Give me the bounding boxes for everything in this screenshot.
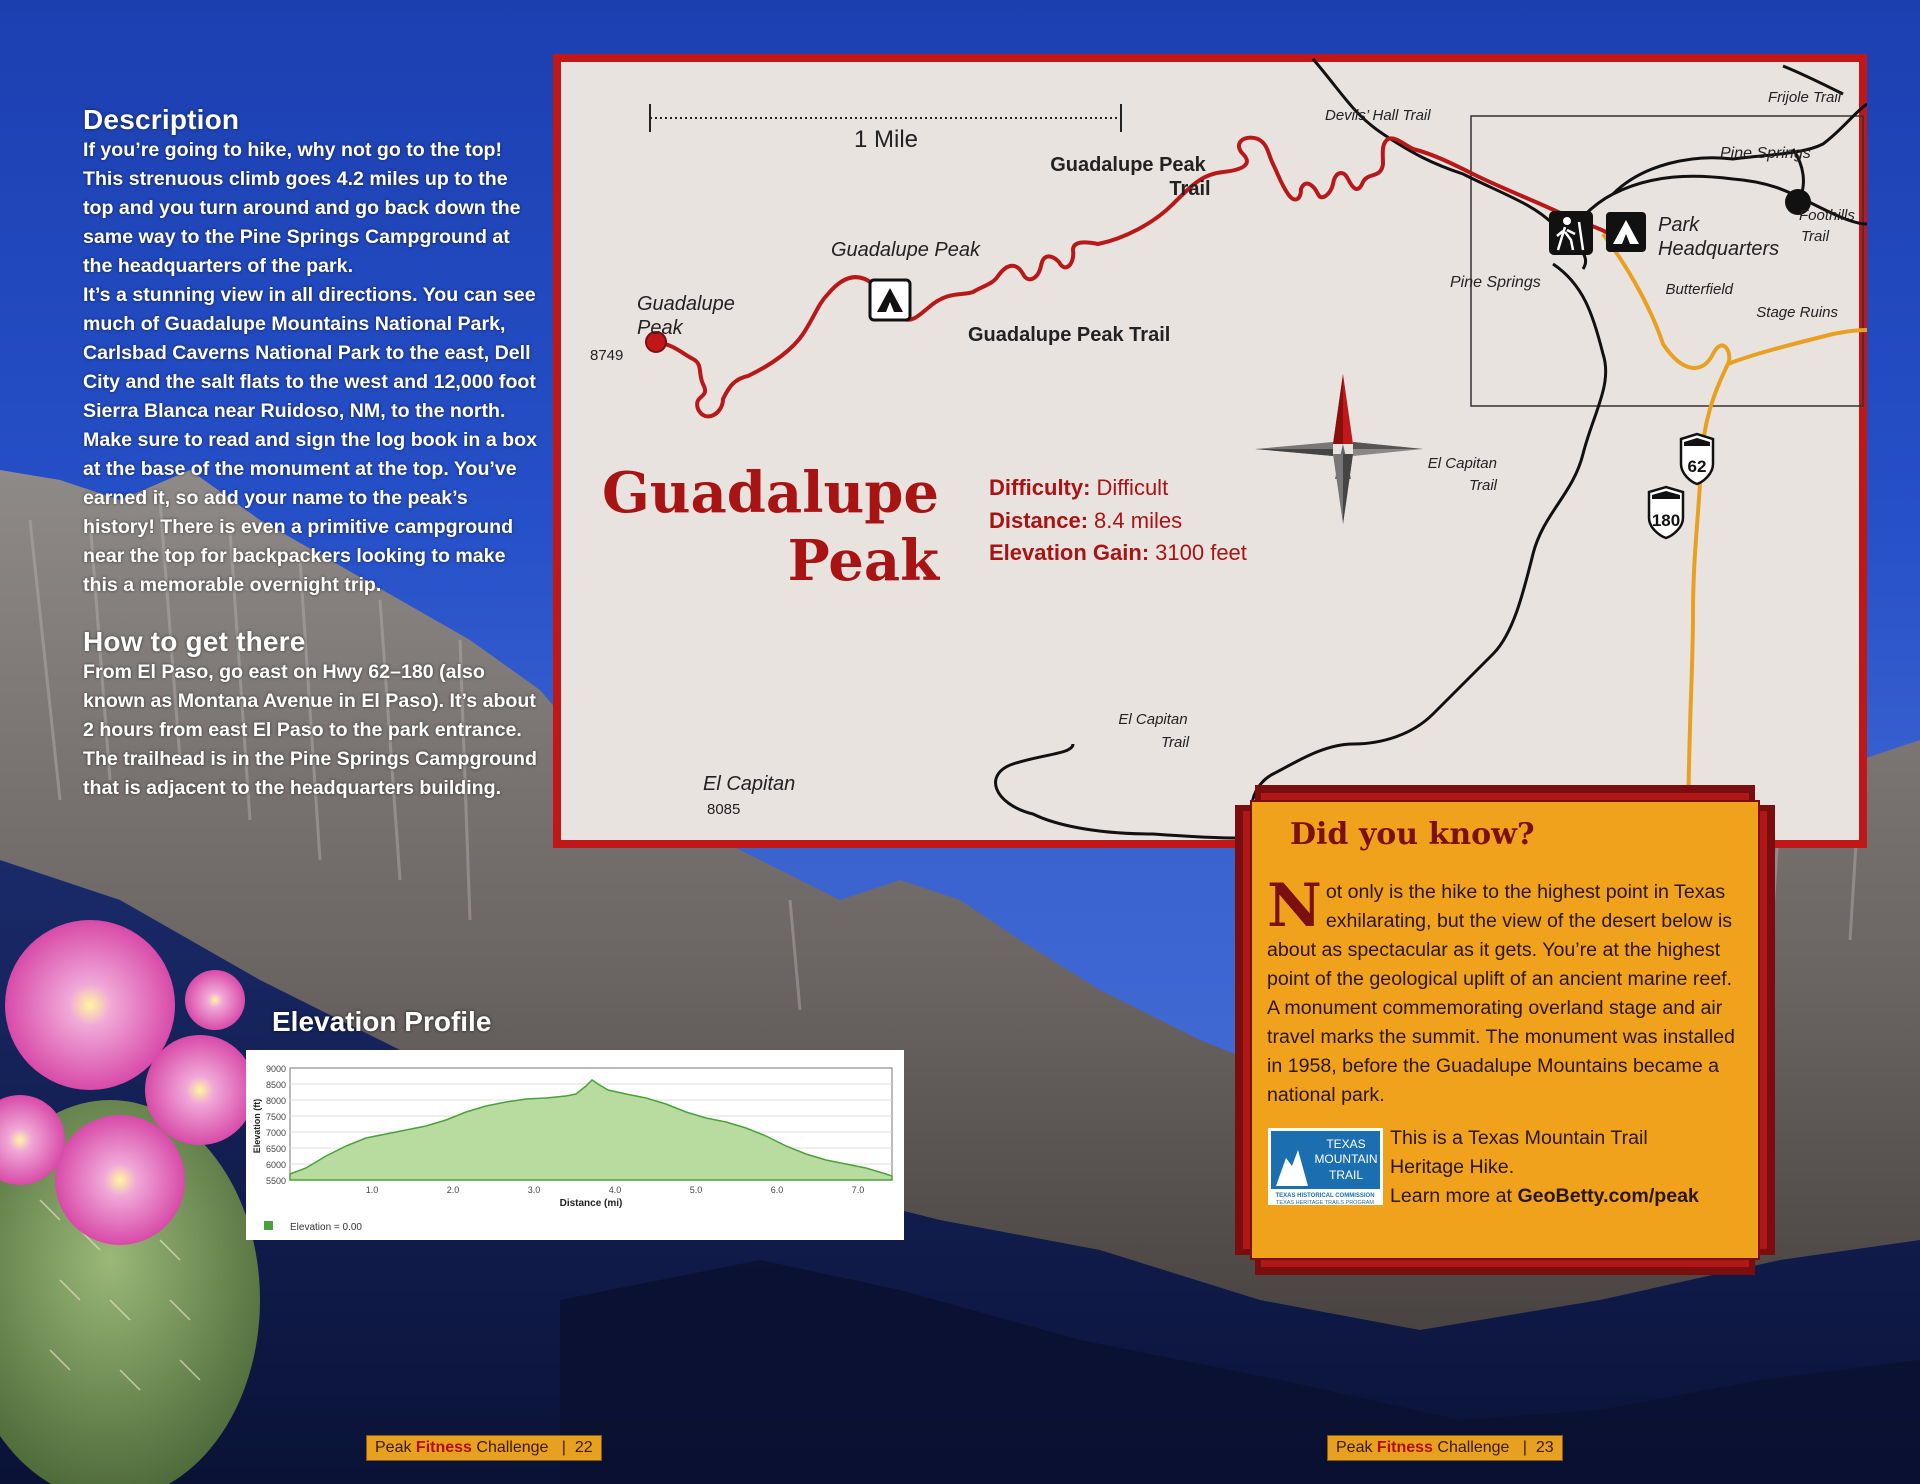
campground-icon bbox=[870, 280, 910, 320]
footer-peak: Peak bbox=[375, 1439, 416, 1456]
page-number-22: 22 bbox=[574, 1439, 593, 1456]
butterfield-label-1: Butterfield bbox=[1665, 281, 1733, 298]
geobetty-link[interactable]: GeoBetty.com/peak bbox=[1517, 1185, 1699, 1207]
svg-text:Difficulty:Difficult bbox=[989, 475, 1168, 500]
tmt-line-1: This is a Texas Mountain Trail bbox=[1390, 1127, 1648, 1149]
drop-cap: N bbox=[1267, 871, 1322, 941]
pine-springs-trail-label: Pine Springs bbox=[1720, 145, 1811, 162]
elevation-gain-label: Elevation Gain: bbox=[989, 540, 1150, 565]
el-capitan-trail-label-1a: El Capitan bbox=[1427, 455, 1497, 472]
foothills-trail-label-1: Foothills bbox=[1799, 207, 1855, 224]
legend-swatch bbox=[264, 1221, 273, 1230]
footer-peak: Peak bbox=[1336, 1439, 1377, 1456]
y-tick-8500: 8500 bbox=[265, 1080, 286, 1090]
elevation-gain-value: 3100 feet bbox=[1155, 540, 1247, 565]
highway-62-label: 62 bbox=[1687, 457, 1707, 476]
distance-value: 8.4 miles bbox=[1094, 508, 1183, 533]
park-headquarters-label-2: Headquarters bbox=[1658, 238, 1780, 260]
el-capitan-elevation-label: 8085 bbox=[707, 801, 741, 818]
y-tick-7500: 7500 bbox=[265, 1112, 286, 1122]
el-capitan-trail-label-2a: El Capitan bbox=[1118, 711, 1188, 728]
footer-challenge: Challenge bbox=[471, 1439, 549, 1456]
highway-180-label: 180 bbox=[1651, 511, 1681, 530]
gp-campground-label: Guadalupe Peak bbox=[831, 239, 981, 261]
y-tick-6500: 6500 bbox=[265, 1144, 286, 1154]
footer-fitness: Fitness bbox=[1376, 1439, 1433, 1456]
x-tick-3: 3.0 bbox=[527, 1185, 541, 1195]
trail-map bbox=[553, 54, 1867, 848]
gp-trail-top-label-2: Trail bbox=[1169, 178, 1211, 200]
svg-text:Elevation Gain:3100 feet bbox=[989, 540, 1247, 565]
y-tick-7000: 7000 bbox=[265, 1128, 286, 1138]
elevation-profile-title: Elevation Profile bbox=[272, 1006, 492, 1037]
logo-text-5: TEXAS HERITAGE TRAILS PROGRAM bbox=[1276, 1200, 1374, 1205]
trailhead-hiker-icon bbox=[1550, 212, 1592, 254]
tmt-line-2: Heritage Hike. bbox=[1390, 1156, 1515, 1178]
difficulty-label: Difficulty: bbox=[989, 475, 1091, 500]
tmt-line-3-prefix: Learn more at bbox=[1390, 1185, 1518, 1207]
page-number-23: 23 bbox=[1535, 1439, 1554, 1456]
logo-text-2: MOUNTAIN bbox=[1314, 1152, 1378, 1166]
y-tick-8000: 8000 bbox=[265, 1096, 286, 1106]
logo-text-1: TEXAS bbox=[1326, 1137, 1366, 1151]
footer-fitness: Fitness bbox=[415, 1439, 472, 1456]
x-tick-4: 4.0 bbox=[608, 1185, 622, 1195]
texas-mountain-trail-logo bbox=[1268, 1128, 1383, 1205]
did-you-know-body: ot only is the hike to the highest point in Texas exhilarating, but the view of the desert below is about as spectacular as it gets. You’re at the highest point of the geological uplift of an ancient marine reef. A monument commemorating overland stage and air travel marks the summit. The monument was installed in 1958, before the Guadalupe Mountains became a national park. bbox=[1267, 881, 1735, 1106]
description-paragraph-2: It’s a stunning view in all directions. You can see much of Guadalupe Mountains National Park, Carlsbad Caverns National Park to the east, Dell City and the salt flats to the west and 12,000 foot Sierra Blanca near Ruidoso, NM, to the north. Make sure to read and sign the log book in a box at the base of the monument at the top. You’ve earned it, so add your name to the peak’s history! There is even a primitive campground near the top for backpackers looking to make this a memorable overnight trip. bbox=[83, 284, 537, 596]
description-heading: Description bbox=[83, 104, 240, 135]
legend-label: Elevation = 0.00 bbox=[290, 1222, 362, 1233]
park-headquarters-label-1: Park bbox=[1658, 214, 1700, 236]
description-paragraph-1: If you’re going to hike, why not go to the top! This strenuous climb goes 4.2 miles up to the top and you turn around and go back down the same way to the Pine Springs Campground at the headquarters of the park. bbox=[83, 139, 521, 277]
footer-separator: | bbox=[561, 1439, 566, 1456]
y-tick-6000: 6000 bbox=[265, 1160, 286, 1170]
el-capitan-trail-label-1b: Trail bbox=[1468, 477, 1497, 494]
footer-right bbox=[1327, 1435, 1563, 1461]
logo-text-3: TRAIL bbox=[1328, 1168, 1364, 1182]
footer-left bbox=[366, 1435, 602, 1461]
elevation-profile-chart bbox=[246, 1050, 904, 1240]
svg-text:Distance:8.4 miles bbox=[989, 508, 1182, 533]
footer-separator: | bbox=[1522, 1439, 1527, 1456]
how-to-get-there-heading: How to get there bbox=[83, 626, 306, 657]
x-tick-6: 6.0 bbox=[770, 1185, 784, 1195]
gp-trail-mid-label: Guadalupe Peak Trail bbox=[968, 324, 1171, 346]
difficulty-value: Difficult bbox=[1096, 475, 1169, 500]
peak-label-1: Guadalupe bbox=[637, 293, 735, 315]
footer-challenge: Challenge bbox=[1432, 1439, 1510, 1456]
el-capitan-trail-label-2b: Trail bbox=[1160, 734, 1190, 751]
x-tick-7: 7.0 bbox=[851, 1185, 865, 1195]
peak-elevation-label: 8749 bbox=[590, 347, 624, 364]
peak-label-2: Peak bbox=[637, 317, 683, 339]
frijole-trail-label: Frijole Trail bbox=[1768, 89, 1842, 106]
gp-trail-top-label-1: Guadalupe Peak bbox=[1050, 154, 1206, 176]
map-title-line-1: Guadalupe bbox=[601, 460, 939, 526]
texas-mountain-trail-text bbox=[1390, 1124, 1770, 1211]
x-tick-2: 2.0 bbox=[446, 1185, 460, 1195]
how-to-get-there-text: From El Paso, go east on Hwy 62–180 (also known as Montana Avenue in El Paso). It’s about 2 hours from east El Paso to the park entrance. The trailhead is in the Pine Springs Campground that is adjacent to the headquarters building. bbox=[83, 661, 537, 799]
y-tick-5500: 5500 bbox=[265, 1176, 286, 1186]
map-title-line-2: Peak bbox=[787, 528, 939, 594]
pine-springs-label: Pine Springs bbox=[1450, 274, 1541, 291]
did-you-know-title: Did you know? bbox=[1290, 817, 1535, 852]
el-capitan-label: El Capitan bbox=[703, 773, 796, 795]
foothills-trail-label-2: Trail bbox=[1801, 228, 1830, 245]
devils-hall-trail-label: Devils’ Hall Trail bbox=[1325, 107, 1431, 124]
logo-text-4: TEXAS HISTORICAL COMMISSION bbox=[1275, 1193, 1375, 1199]
park-headquarters-campground-icon bbox=[1606, 212, 1646, 252]
x-axis-label: Distance (mi) bbox=[559, 1198, 623, 1209]
did-you-know-text bbox=[1267, 871, 1747, 1110]
butterfield-label-2: Stage Ruins bbox=[1756, 304, 1838, 321]
x-tick-1: 1.0 bbox=[365, 1185, 379, 1195]
y-tick-9000: 9000 bbox=[265, 1064, 286, 1074]
x-tick-5: 5.0 bbox=[689, 1185, 703, 1195]
left-column bbox=[83, 104, 538, 803]
distance-label: Distance: bbox=[989, 508, 1089, 533]
y-axis-label: Elevation (ft) bbox=[252, 1098, 262, 1154]
scale-label: 1 Mile bbox=[853, 126, 919, 153]
